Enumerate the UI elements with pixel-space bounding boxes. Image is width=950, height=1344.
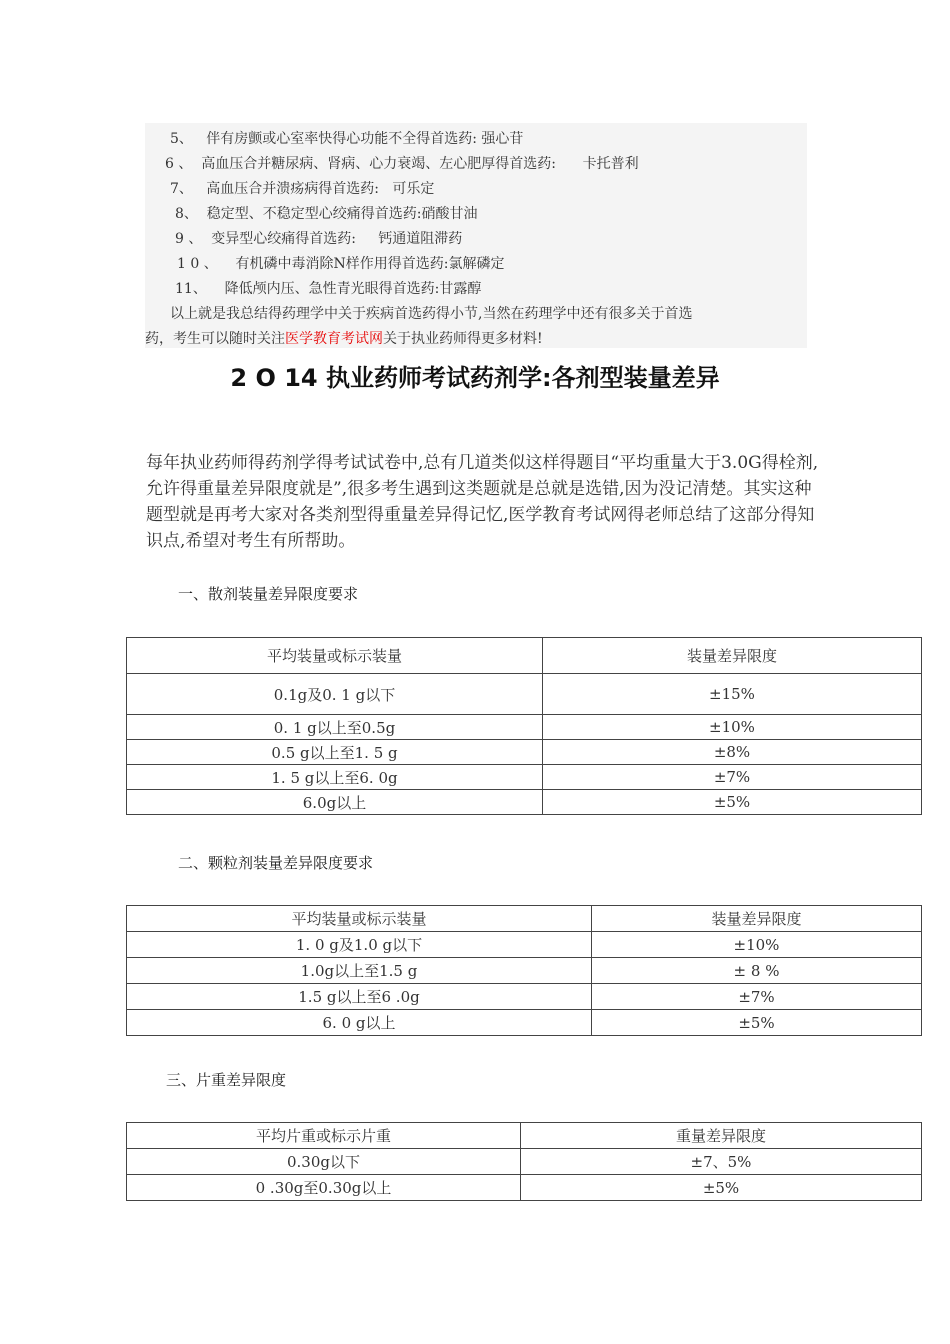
- table-cell: ±8%: [543, 740, 922, 765]
- table-cell: ±7、5%: [521, 1149, 922, 1175]
- table-row: [127, 1010, 922, 1036]
- table-row: [127, 790, 922, 815]
- table-row: [127, 765, 922, 790]
- section-heading-tablets: 三、片重差异限度: [166, 1071, 287, 1089]
- powder-table: [126, 637, 922, 815]
- table-row: [127, 932, 922, 958]
- table-cell: 0.30g以下: [127, 1149, 521, 1175]
- table-row: [127, 740, 922, 765]
- table-cell: 1. 5 g以上至6. 0g: [127, 765, 543, 790]
- header-cell: 平均装量或标示装量: [127, 638, 543, 674]
- table-row: [127, 984, 922, 1010]
- table-cell: ±5%: [592, 1010, 922, 1036]
- intro-line: 1 0 、 有机磷中毒消除N样作用得首选药:氯解磷定: [177, 256, 505, 272]
- table-row: [127, 674, 922, 715]
- page-title: 2 O 14 执业药师考试药剂学:各剂型装量差异: [230, 364, 720, 392]
- table-header: [127, 638, 922, 674]
- intro-box: [145, 123, 807, 348]
- table-row: [127, 958, 922, 984]
- table-row: [127, 1149, 922, 1175]
- table-row: [127, 1175, 922, 1201]
- table-cell: 1.5 g以上至6 .0g: [127, 984, 592, 1010]
- intro-line: 6 、 高血压合并糖尿病、肾病、心力衰竭、左心肥厚得首选药: 卡托普利: [165, 156, 639, 172]
- table-cell: ±5%: [543, 790, 922, 815]
- intro-line: 7、 高血压合并溃疡病得首选药: 可乐定: [170, 181, 435, 197]
- table-cell: 1. 0 g及1.0 g以下: [127, 932, 592, 958]
- table-cell: ±10%: [592, 932, 922, 958]
- table-row: [127, 715, 922, 740]
- table-cell: ±5%: [521, 1175, 922, 1201]
- table-cell: ±10%: [543, 715, 922, 740]
- table-cell: 6.0g以上: [127, 790, 543, 815]
- table-cell: 0.5 g以上至1. 5 g: [127, 740, 543, 765]
- intro-text: 药，考生可以随时关注: [145, 331, 285, 347]
- intro-line: 5、 伴有房颤或心室率快得心功能不全得首选药: 强心苷: [170, 131, 524, 147]
- table-cell: ±7%: [543, 765, 922, 790]
- header-cell: 装量差异限度: [592, 906, 922, 932]
- granules-table: [126, 905, 922, 1036]
- header-cell: 重量差异限度: [521, 1123, 922, 1149]
- section-heading-granules: 二、颗粒剂装量差异限度要求: [178, 854, 374, 872]
- intro-line: 8、 稳定型、不稳定型心绞痛得首选药:硝酸甘油: [175, 206, 478, 222]
- site-link[interactable]: 医学教育考试网: [285, 331, 383, 347]
- intro-line: 以上就是我总结得药理学中关于疾病首选药得小节,当然在药理学中还有很多关于首选: [170, 306, 693, 322]
- intro-last-line: [145, 328, 543, 348]
- table-cell: ±7%: [592, 984, 922, 1010]
- header-cell: 平均片重或标示片重: [127, 1123, 521, 1149]
- header-cell: 装量差异限度: [543, 638, 922, 674]
- table-header: [127, 906, 922, 932]
- table-cell: 1.0g以上至1.5 g: [127, 958, 592, 984]
- intro-text: 关于执业药师得更多材料!: [383, 331, 543, 347]
- intro-paragraph: 每年执业药师得药剂学得考试试卷中,总有几道类似这样得题目“平均重量大于3.0G得栓剂,允许得重量差异限度就是”,很多考生遇到这类题就是总就是选错,因为没记清楚。其实这种题型就是再考大家对各类剂型得重量差异得记忆,医学教育考试网得老师总结了这部分得知识点,希望对考生有所帮助。: [146, 453, 819, 551]
- intro-line: 9 、 变异型心绞痛得首选药: 钙通道阻滞药: [175, 231, 463, 247]
- intro-line: 11、 降低颅内压、急性青光眼得首选药:甘露醇: [175, 281, 482, 297]
- table-header: [127, 1123, 922, 1149]
- tablets-table: [126, 1122, 922, 1201]
- section-heading-powder: 一、散剂装量差异限度要求: [178, 585, 359, 603]
- table-cell: ± 8 %: [592, 958, 922, 984]
- table-cell: 0.1g及0. 1 g以下: [127, 674, 543, 715]
- table-cell: 0 .30g至0.30g以上: [127, 1175, 521, 1201]
- table-cell: ±15%: [543, 674, 922, 715]
- table-cell: 6. 0 g以上: [127, 1010, 592, 1036]
- table-cell: 0. 1 g以上至0.5g: [127, 715, 543, 740]
- header-cell: 平均装量或标示装量: [127, 906, 592, 932]
